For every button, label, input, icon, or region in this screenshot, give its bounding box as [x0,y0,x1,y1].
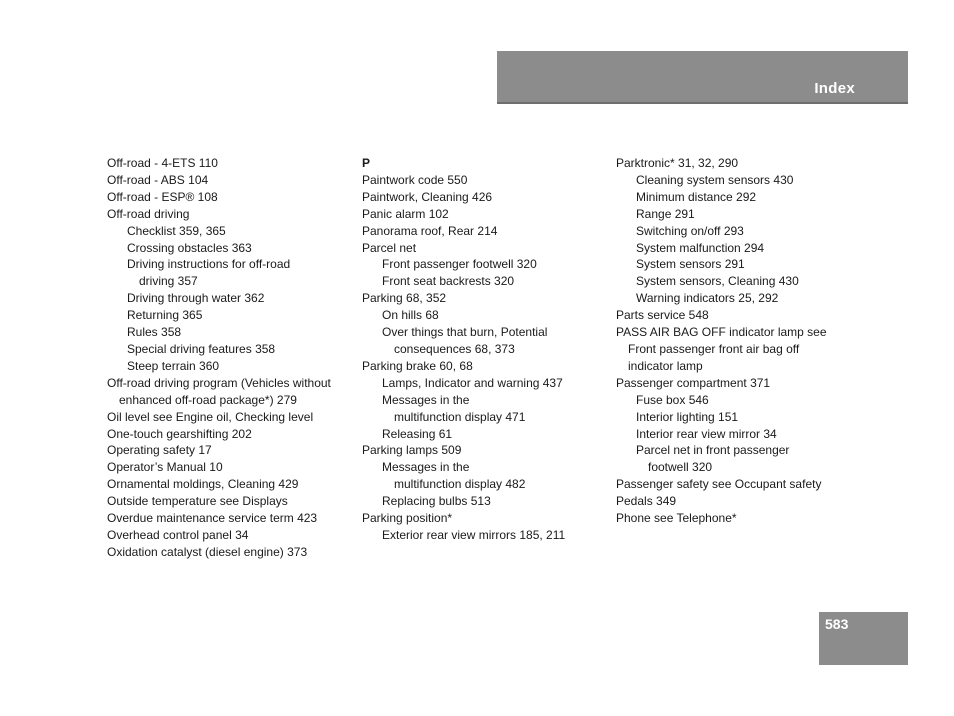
index-entry: Passenger safety see Occupant safety [616,477,822,492]
index-subentry: Replacing bulbs 513 [382,494,491,509]
index-entry: Off-road driving program (Vehicles without [107,375,331,390]
index-entry: Overdue maintenance service term 423 [107,511,318,526]
index-entry: Phone see Telephone* [616,511,737,526]
index-subentry: System malfunction 294 [636,240,765,255]
index-entry: Oil level see Engine oil, Checking level [107,409,314,424]
index-entry: Parking position* [362,511,453,526]
index-subentry: Rules 358 [127,325,182,340]
index-subentry: Steep terrain 360 [127,358,220,373]
index-subentry: Driving instructions for off-road [127,257,291,272]
index-entry: Parking lamps 509 [362,443,462,458]
index-subentry-continuation: driving 357 [139,274,198,289]
index-subentry: Parcel net in front passenger [636,443,790,458]
index-entry: Parking 68, 352 [362,291,447,306]
index-entry: Passenger compartment 371 [616,375,771,390]
index-subentry: Front passenger footwell 320 [382,257,537,272]
index-subentry: Warning indicators 25, 292 [636,291,779,306]
index-subentry: Minimum distance 292 [636,189,757,204]
index-subentry: On hills 68 [382,308,439,323]
index-subentry: Crossing obstacles 363 [127,240,252,255]
index-entry: Paintwork code 550 [362,172,468,187]
index-entry-continuation: Front passenger front air bag off [628,341,800,356]
index-entry: Parts service 548 [616,308,709,323]
index-entry-continuation: indicator lamp [628,358,703,373]
index-subentry: Messages in the [382,392,470,407]
index-subentry: Fuse box 546 [636,392,709,407]
index-subentry: Interior rear view mirror 34 [636,426,777,441]
index-column-3 [616,155,866,527]
index-entry-continuation: enhanced off-road package*) 279 [119,392,297,407]
index-subentry: System sensors, Cleaning 430 [636,274,799,289]
index-entry: Parking brake 60, 68 [362,358,473,373]
index-subentry: Cleaning system sensors 430 [636,172,794,187]
index-entry: Panic alarm 102 [362,206,449,221]
index-entry: Outside temperature see Displays [107,494,288,509]
index-subentry: Range 291 [636,206,695,221]
index-subentry: Over things that burn, Potential [382,325,548,340]
index-subentry: Special driving features 358 [127,341,276,356]
page-title: Index [814,80,855,97]
index-entry: Panorama roof, Rear 214 [362,223,498,238]
index-subentry-continuation: footwell 320 [648,460,713,475]
index-subentry-continuation: consequences 68, 373 [394,341,515,356]
index-subentry: Releasing 61 [382,426,453,441]
index-entry: Parcel net [362,240,417,255]
index-entry: Ornamental moldings, Cleaning 429 [107,477,299,492]
index-subentry-continuation: multifunction display 482 [394,477,526,492]
index-subentry: Checklist 359, 365 [127,223,226,238]
index-entry: Off-road driving [107,206,190,221]
index-subentry: Messages in the [382,460,470,475]
index-entry: Overhead control panel 34 [107,527,249,542]
index-entry: Operating safety 17 [107,443,212,458]
index-entry: Off-road - 4-ETS 110 [107,156,218,170]
index-entry: Oxidation catalyst (diesel engine) 373 [107,544,308,559]
index-subentry: Interior lighting 151 [636,409,739,424]
header-bar [497,51,908,104]
index-subentry: Switching on/off 293 [636,223,744,238]
index-letter-heading: P [362,156,371,170]
index-entry: PASS AIR BAG OFF indicator lamp see [616,325,827,340]
index-subentry: Lamps, Indicator and warning 437 [382,375,563,390]
index-entry: Parktronic* 31, 32, 290 [616,156,739,170]
index-entry: Operator’s Manual 10 [107,460,223,475]
page-number: 583 [825,616,849,632]
index-subentry: Exterior rear view mirrors 185, 211 [382,527,566,542]
page-number-box [819,612,908,665]
index-entry: Pedals 349 [616,494,677,509]
index-entry: Paintwork, Cleaning 426 [362,189,493,204]
index-entry: One-touch gearshifting 202 [107,426,252,441]
index-subentry: Front seat backrests 320 [382,274,515,289]
index-subentry: Returning 365 [127,308,203,323]
index-entry: Off-road - ABS 104 [107,172,209,187]
index-subentry: System sensors 291 [636,257,745,272]
index-column-2 [362,155,612,544]
index-entry: Off-road - ESP® 108 [107,189,218,204]
index-subentry: Driving through water 362 [127,291,265,306]
index-subentry-continuation: multifunction display 471 [394,409,526,424]
index-column-1 [107,155,357,561]
